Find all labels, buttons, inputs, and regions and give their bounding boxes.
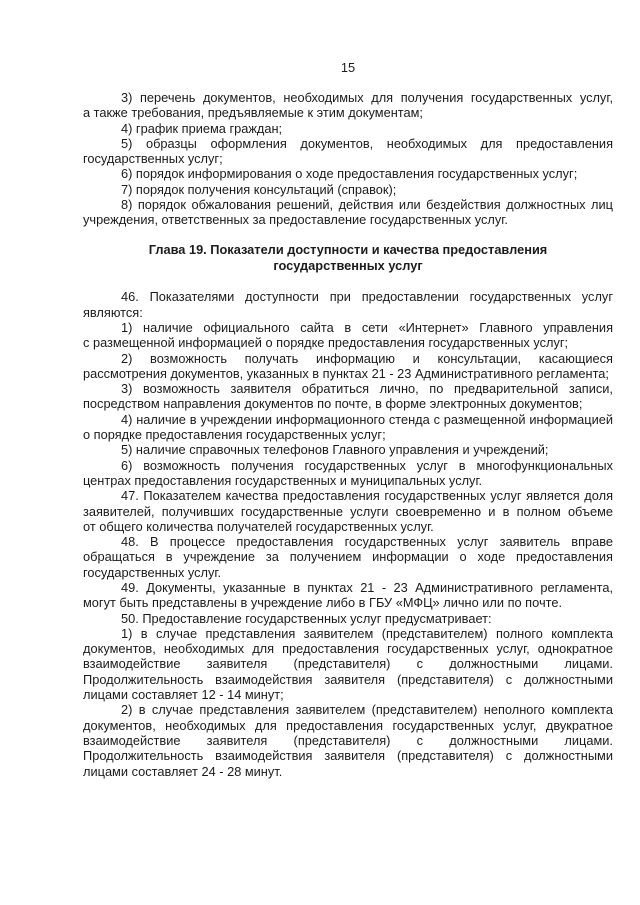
heading-line: государственных услуг	[273, 257, 423, 273]
paragraph-line: 48. В процессе предоставления государственных услуг заявитель вправе	[121, 534, 613, 550]
list-item-6	[83, 166, 613, 181]
list-item-7	[83, 182, 613, 197]
clause-49	[83, 580, 613, 611]
paragraph-line: 1) в случае представления заявителем (представителем) полного комплекта	[121, 625, 613, 641]
paragraph-line: 8) порядок обжалования решений, действия или бездействия должностных лиц	[121, 197, 613, 213]
paragraph-line: 5) образцы оформления документов, необходимых для предоставления	[121, 135, 613, 151]
clause-46-item-6	[83, 458, 613, 489]
paragraph-line: документов, необходимых для предоставления государственных услуг, однократное	[83, 641, 613, 657]
paragraph-line: от общего количества получателей государственных услуг.	[83, 518, 434, 534]
heading-line: Глава 19. Показатели доступности и качества предоставления	[148, 242, 548, 258]
paragraph-line: 47. Показателем качества предоставления государственных услуг является доля	[121, 488, 613, 504]
paragraph-line: с размещенной информацией о порядке предоставления государственных услуг;	[83, 335, 569, 351]
paragraph-line: государственных услуг;	[83, 151, 223, 167]
clause-47	[83, 488, 613, 534]
paragraph-line: а также требования, предъявляемые к этим документам;	[83, 105, 423, 121]
paragraph-line: 46. Показателями доступности при предоставлении государственных услуг	[121, 289, 613, 305]
paragraph-line: заявителей, получивших государственные услуги своевременно и в полном объеме	[83, 503, 613, 519]
paragraph-line: обращаться в учреждение за получением информации о ходе предоставления	[83, 549, 613, 565]
paragraph-line: лицами составляет 12 - 14 минут;	[83, 687, 284, 703]
paragraph-line: 3) возможность заявителя обратиться лично, по предварительной записи,	[121, 381, 613, 397]
paragraph-line: учреждения, ответственных за предоставление государственных услуг.	[83, 212, 508, 228]
paragraph-line: 6) порядок информирования о ходе предоставления государственных услуг;	[121, 166, 578, 182]
paragraph-line: 1) наличие официального сайта в сети «Интернет» Главного управления	[121, 319, 613, 335]
clause-46-item-4	[83, 412, 613, 443]
paragraph-line: 5) наличие справочных телефонов Главного управления и учреждений;	[121, 442, 549, 458]
clause-46	[83, 289, 613, 320]
paragraph-line: взаимодействие заявителя (представителя) с должностными лицами.	[83, 656, 613, 672]
document-body	[83, 90, 613, 779]
list-item-4	[83, 121, 613, 136]
clause-50-item-1	[83, 626, 613, 702]
clause-50-item-2	[83, 702, 613, 778]
paragraph-line: документов, необходимых для предоставления государственных услуг, двукратное	[83, 717, 613, 733]
paragraph-line: 2) в случае представления заявителем (представителем) неполного комплекта	[121, 702, 613, 718]
paragraph-line: 6) возможность получения государственных услуг в многофункциональных	[121, 457, 613, 473]
clause-46-item-1	[83, 320, 613, 351]
paragraph-line: посредством направления документов по почте, в форме электронных документов;	[83, 396, 583, 412]
paragraph-line: 3) перечень документов, необходимых для получения государственных услуг,	[121, 90, 613, 105]
paragraph-line: рассмотрения документов, указанных в пунктах 21 - 23 Административного регламента;	[83, 365, 609, 381]
page-number: 15	[340, 60, 356, 75]
paragraph-line: могут быть представлены в учреждение либо в ГБУ «МФЦ» лично или по почте.	[83, 595, 562, 611]
clause-46-item-3	[83, 381, 613, 412]
list-item-8	[83, 197, 613, 228]
paragraph-line: 49. Документы, указанные в пунктах 21 - 23 Административного регламента,	[121, 579, 613, 595]
paragraph-line: Продолжительность взаимодействия заявителя (представителя) с должностными	[83, 748, 613, 764]
paragraph-line: Продолжительность взаимодействия заявителя (представителя) с должностными	[83, 671, 613, 687]
paragraph-line: о порядке предоставления государственных услуг;	[83, 427, 386, 443]
paragraph-line: взаимодействие заявителя (представителя) с должностными лицами.	[83, 732, 613, 748]
paragraph-line: государственных услуг.	[83, 564, 222, 580]
paragraph-line: 7) порядок получения консультаций (справок);	[121, 181, 397, 197]
clause-50	[83, 611, 613, 626]
paragraph-line: 50. Предоставление государственных услуг предусматривает:	[121, 610, 492, 626]
chapter-heading	[83, 242, 613, 273]
paragraph-line: 2) возможность получать информацию и консультации, касающиеся	[121, 350, 613, 366]
paragraph-line: 4) наличие в учреждении информационного стенда с размещенной информацией	[121, 411, 613, 427]
paragraph-line: 4) график приема граждан;	[121, 120, 283, 136]
paragraph-line: лицами составляет 24 - 28 минут.	[83, 763, 283, 779]
clause-46-item-2	[83, 351, 613, 382]
clause-46-item-5	[83, 442, 613, 457]
list-item-3	[83, 90, 613, 121]
clause-48	[83, 534, 613, 580]
list-item-5	[83, 136, 613, 167]
paragraph-line: центрах предоставления государственных и муниципальных услуг.	[83, 472, 483, 488]
paragraph-line: являются:	[83, 304, 143, 320]
